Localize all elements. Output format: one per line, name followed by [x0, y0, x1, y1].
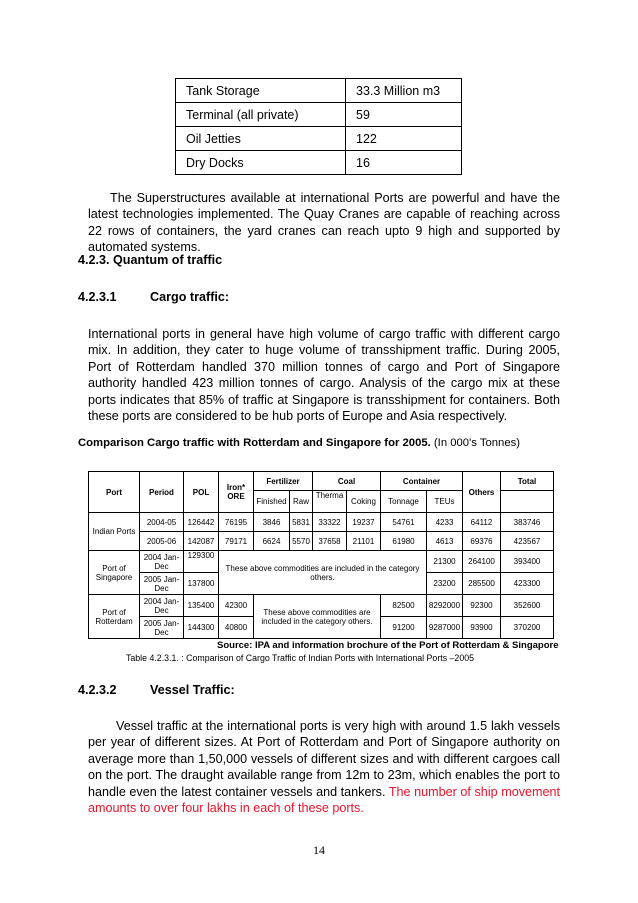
cell-teus: 23200 — [427, 573, 463, 595]
infra-label: Terminal (all private) — [176, 103, 346, 127]
cell-total: 370200 — [501, 617, 554, 639]
section-title: Cargo traffic: — [150, 290, 230, 304]
cell-iron-ore: 76195 — [219, 513, 254, 532]
section-number: 4.2.3.1 — [78, 290, 117, 304]
infra-value: 122 — [346, 127, 462, 151]
row-port-indian: Indian Ports — [89, 513, 140, 551]
header-others: Others — [463, 472, 501, 513]
header-coking: Coking — [347, 491, 381, 513]
cell-thermal: 33322 — [313, 513, 347, 532]
cell-others: 264100 — [463, 551, 501, 573]
superstructure-paragraph: The Superstructures available at international Ports are powerful and have the latest technologies implemented. The Quay Cranes are capable of reaching across 22 rows of containers, the yard cranes can reach upto 9 high and supported by automated systems. — [88, 191, 560, 255]
cell-others: 93900 — [463, 617, 501, 639]
cell-pol: 129300 — [184, 551, 219, 573]
cell-period: 2005 Jan-Dec — [140, 617, 184, 639]
table-row — [176, 79, 462, 103]
cell-raw: 5570 — [290, 532, 313, 551]
cell-iron-ore: 79171 — [219, 532, 254, 551]
section-number: 4.2.3.2 — [78, 683, 117, 697]
header-total-blank — [501, 491, 554, 513]
table-row — [89, 532, 554, 551]
vessel-paragraph-text: Vessel traffic at the international ports is very high with around 1.5 lakh vessels per year of different sizes. At Port of Rotterdam and Port of Singapore authority on average more than 1,50,000 vessels of different sizes and with different cargoes call on the port. The draught available range from 12m to 23m, which enables the port to handle even the latest container vessels and tankers. — [88, 719, 560, 799]
header-period: Period — [140, 472, 184, 513]
comparison-unit: (In 000's Tonnes) — [433, 437, 521, 449]
cell-tonnage: 82500 — [381, 595, 427, 617]
infra-value: 33.3 Million m3 — [346, 79, 462, 103]
cell-others: 285500 — [463, 573, 501, 595]
cell-pol: 144300 — [184, 617, 219, 639]
header-total: Total — [501, 472, 554, 491]
cell-pol: 142087 — [184, 532, 219, 551]
section-number: 4.2.3. — [78, 253, 110, 267]
cell-period: 2005 Jan-Dec — [140, 573, 184, 595]
row-port-singapore: Port of Singapore — [89, 551, 140, 595]
header-teus: TEUs — [427, 491, 463, 513]
cell-tonnage: 54761 — [381, 513, 427, 532]
header-fertilizer: Fertilizer — [254, 472, 313, 491]
cell-period: 2005-06 — [140, 532, 184, 551]
table-row — [89, 513, 554, 532]
cell-coking: 19237 — [347, 513, 381, 532]
table-row — [176, 151, 462, 175]
header-raw: Raw — [290, 491, 313, 513]
cell-others: 64112 — [463, 513, 501, 532]
cell-others: 92300 — [463, 595, 501, 617]
header-container: Container — [381, 472, 463, 491]
table-row — [176, 103, 462, 127]
cell-tonnage: 91200 — [381, 617, 427, 639]
infra-value: 59 — [346, 103, 462, 127]
section-title: Vessel Traffic: — [150, 683, 235, 697]
cell-included-note: These above commodities are included in the category others. — [219, 551, 427, 595]
section-quantum-heading — [78, 253, 222, 267]
cell-coking: 21101 — [347, 532, 381, 551]
header-pol: POL — [184, 472, 219, 513]
cell-pol: 126442 — [184, 513, 219, 532]
infra-label: Tank Storage — [176, 79, 346, 103]
header-port: Port — [89, 472, 140, 513]
cell-included-note: These above commodities are included in the category others. — [254, 595, 381, 639]
cargo-comparison-table — [88, 471, 554, 639]
header-tonnage: Tonnage — [381, 491, 427, 513]
cell-iron-ore: 40800 — [219, 617, 254, 639]
cell-period: 2004 Jan-Dec — [140, 595, 184, 617]
table-row — [176, 127, 462, 151]
header-iron-ore: Iron* ORE — [219, 472, 254, 513]
cell-teus: 9287000 — [427, 617, 463, 639]
infra-label: Oil Jetties — [176, 127, 346, 151]
table-header-row — [89, 472, 554, 491]
row-port-rotterdam: Port of Rotterdam — [89, 595, 140, 639]
cell-total: 383746 — [501, 513, 554, 532]
cell-finished: 6624 — [254, 532, 290, 551]
table-source: Source: IPA and information brochure of the Port of Rotterdam & Singapore — [217, 640, 559, 651]
cell-period: 2004 Jan-Dec — [140, 551, 184, 573]
section-title: Quantum of traffic — [113, 253, 223, 267]
infra-label: Dry Docks — [176, 151, 346, 175]
infra-value: 16 — [346, 151, 462, 175]
cell-total: 423567 — [501, 532, 554, 551]
cell-period: 2004-05 — [140, 513, 184, 532]
page-number: 14 — [313, 843, 325, 857]
cell-tonnage: 61980 — [381, 532, 427, 551]
table-row — [89, 595, 554, 617]
header-coal: Coal — [313, 472, 381, 491]
cell-total: 352600 — [501, 595, 554, 617]
vessel-paragraph-highlight: The number of ship movement amounts to over four lakhs in each of these ports. — [88, 784, 560, 816]
table-caption: Table 4.2.3.1. : Comparison of Cargo Traffic of Indian Ports with International Ports –2005 — [126, 653, 474, 663]
cell-pol: 135400 — [184, 595, 219, 617]
cell-teus: 8292000 — [427, 595, 463, 617]
header-thermal: Therma — [313, 491, 347, 513]
cell-teus: 21300 — [427, 551, 463, 573]
comparison-title-text: Comparison Cargo traffic with Rotterdam and Singapore for 2005. — [78, 437, 431, 449]
comparison-title — [78, 437, 520, 449]
cell-teus: 4233 — [427, 513, 463, 532]
cell-raw: 5831 — [290, 513, 313, 532]
table-row — [89, 551, 554, 573]
cell-thermal: 37658 — [313, 532, 347, 551]
cargo-paragraph: International ports in general have high volume of cargo traffic with different cargo mix. In addition, they cater to huge volume of transshipment traffic. During 2005, Port of Rotterdam handled 370 million tonnes of cargo and Port of Singapore authority handled 423 million tonnes of cargo. Analysis of the cargo mix at these ports indicates that 85% of traffic at Singapore is transshipment for containers. Both these ports are considered to be hub ports of Europe and Asia respectively. — [88, 327, 560, 424]
cell-total: 423300 — [501, 573, 554, 595]
section-cargo-heading — [78, 290, 229, 304]
cell-total: 393400 — [501, 551, 554, 573]
vessel-paragraph — [88, 718, 560, 816]
cell-teus: 4613 — [427, 532, 463, 551]
cell-finished: 3846 — [254, 513, 290, 532]
section-vessel-heading — [78, 683, 235, 697]
cell-pol: 137800 — [184, 573, 219, 595]
infrastructure-table — [175, 78, 462, 175]
header-finished: Finished — [254, 491, 290, 513]
cell-others: 69376 — [463, 532, 501, 551]
cell-iron-ore: 42300 — [219, 595, 254, 617]
